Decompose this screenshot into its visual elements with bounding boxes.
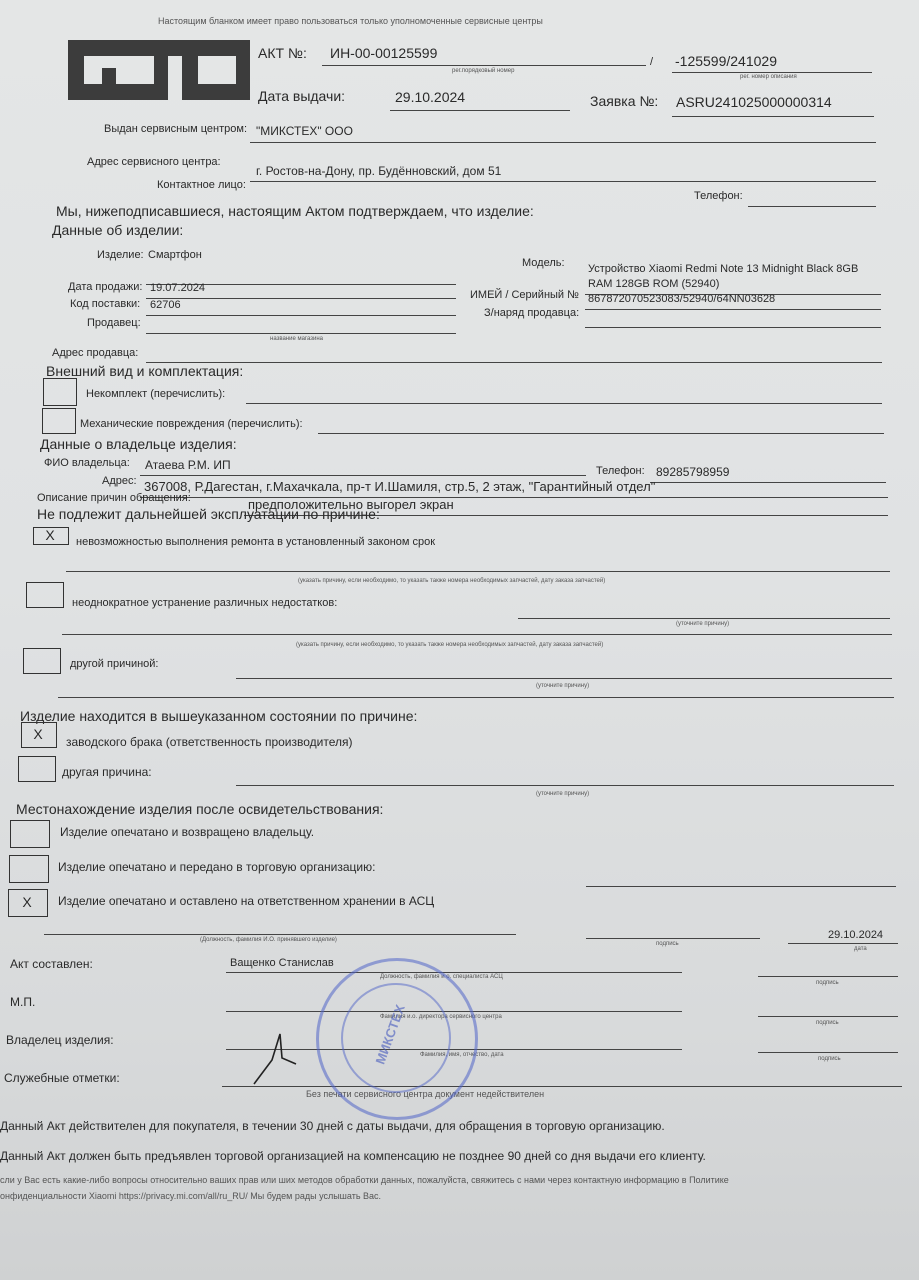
not-usable-option3-label: другой причиной: bbox=[70, 658, 159, 670]
seller-label: Продавец: bbox=[87, 317, 141, 329]
seal-note: Без печати сервисного центра документ недействителен bbox=[306, 1089, 545, 1099]
handwritten-signature bbox=[250, 1030, 310, 1090]
footer-privacy-line2: онфиденциальности Xiaomi https://privacy.mi.com/all/ru_RU/ Мы будем рады услышать Вас. bbox=[0, 1191, 382, 1201]
owner-phone: 89285798959 bbox=[656, 465, 730, 479]
director-sign-hint: подпись bbox=[816, 1020, 839, 1026]
not-usable-option2-label: неоднократное устранение различных недостатков: bbox=[72, 597, 338, 609]
mp-label: М.П. bbox=[10, 995, 36, 1009]
not-usable-option1-label: невозможностью выполнения ремонта в установленный законом срок bbox=[76, 536, 436, 548]
item-value: Смартфон bbox=[148, 249, 202, 261]
owner-name-label: ФИО владельца: bbox=[44, 457, 130, 469]
act-number: ИН-00-00125599 bbox=[330, 45, 438, 61]
sale-date: 19.07.2024 bbox=[150, 282, 206, 294]
not-usable-hint1: (указать причину, если необходимо, то указать также номера необходимых запчастей, дату заказа запчастей) bbox=[298, 578, 606, 584]
not-usable-hint3: (уточните причину) bbox=[536, 683, 590, 689]
incomplete-label: Некомплект (перечислить): bbox=[86, 388, 226, 400]
director-hint: Фамилия и.о. директора сервисного центра bbox=[380, 1014, 502, 1020]
issue-date: 29.10.2024 bbox=[395, 89, 466, 105]
state-option1-label: заводского брака (ответственность производителя) bbox=[66, 735, 353, 749]
receiver-hint: (Должность, фамилия И.О. принявшего изделие) bbox=[200, 937, 337, 943]
specialist-hint: Должность, фамилия и о. специалиста АСЦ bbox=[380, 974, 503, 980]
reason-value: предположительно выгорел экран bbox=[248, 497, 454, 512]
reg-number: -125599/241029 bbox=[675, 53, 777, 69]
sale-date-label: Дата продажи: bbox=[68, 281, 143, 293]
damage-label: Механические повреждения (перечислить): bbox=[80, 418, 303, 430]
model-label: Модель: bbox=[522, 257, 565, 269]
service-center-stamp bbox=[316, 958, 478, 1120]
request-number: ASRU241025000000314 bbox=[676, 94, 832, 110]
order-label: З/наряд продавца: bbox=[484, 307, 580, 319]
date-hint: дата bbox=[854, 946, 867, 952]
service-phone-label: Телефон: bbox=[694, 190, 743, 202]
appearance-section-title: Внешний вид и комплектация: bbox=[46, 363, 244, 379]
state-option2-checkbox[interactable] bbox=[18, 756, 56, 782]
issued-by: "МИКСТЕХ" ООО bbox=[256, 124, 353, 138]
imei-label: ИМЕЙ / Серийный № bbox=[470, 289, 579, 301]
model-line2: RAM 128GB ROM (52940) bbox=[588, 278, 720, 290]
contact-label: Контактное лицо: bbox=[157, 179, 246, 191]
owner-sign-hint: Фамилия, имя, отчество, дата bbox=[420, 1052, 504, 1058]
not-usable-hint2: (указать причину, если необходимо, то указать также номера необходимых запчастей, дату заказа запчастей) bbox=[296, 642, 604, 648]
owner-section-title: Данные о владельце изделия: bbox=[40, 436, 237, 452]
composed-sign-hint: подпись bbox=[816, 980, 839, 986]
composed-by: Ващенко Станислав bbox=[230, 957, 334, 969]
owner-name: Атаева Р.М. ИП bbox=[145, 458, 231, 472]
not-usable-hint-reason: (уточните причину) bbox=[676, 621, 730, 627]
owner-address: 367008, Р.Дагестан, г.Махачкала, пр-т И.Шамиля, стр.5, 2 этаж, "Гарантийный отдел" bbox=[144, 479, 656, 494]
location-option1-label: Изделие опечатано и возвращено владельцу. bbox=[60, 825, 315, 839]
issued-by-label: Выдан сервисным центром: bbox=[104, 123, 247, 135]
header-note: Настоящим бланком имеет право пользоваться только уполномоченные сервисные центры bbox=[158, 16, 543, 26]
intro-text: Мы, нижеподписавшиеся, настоящим Актом подтверждаем, что изделие: bbox=[56, 203, 534, 219]
location-section-title: Местонахождение изделия после освидетельствования: bbox=[16, 801, 384, 817]
location-option2-label: Изделие опечатано и передано в торговую организацию: bbox=[58, 860, 376, 874]
state-section-title: Изделие находится в вышеуказанном состоянии по причине: bbox=[20, 708, 418, 724]
composed-label: Акт составлен: bbox=[10, 957, 93, 971]
footer-validity: Данный Акт действителен для покупателя, в течении 30 дней с даты выдачи, для обращения в торговую организацию. bbox=[0, 1119, 665, 1133]
act-document: Настоящим бланком имеет право пользоваться только уполномоченные сервисные центры АКТ №: ИН-00-00125599 рег.порядковый номер / -125599/241029 рег. номер описания Дата выдачи: 29.10.2024 Заявка №: ASRU241025000000314 Выдан сервисным центром: "МИКСТЕХ" ООО Адрес сервисного центра: г. Ростов-на-Дону, пр. Будённовский, дом 51 Контактное лицо: Телефон: Мы, нижеподписавшиеся, настоящим Актом подтверждаем, что изделие: Данные об изделии: Изделие: Смартфон Модель: Устройство Xiaomi Redmi Note 13 Midnight Black 8GB RAM 128GB ROM (52940) Дата продажи: 19.07.2024 ИМЕЙ / Серийный № 867872070523083/52940/64NN03628 Код поставки: 62706 З/наряд продавца: Продавец: название магазина Адрес продавца: Внешний вид и комплектация: Некомплект (перечислить): Механические повреждения (перечислить): Данные о владельце изделия: ФИО владельца: Атаева Р.М. ИП Телефон: 89285798959 Адрес: 367008, Р.Дагестан, г.Махачкала, пр-т И.Шамиля, стр.5, 2 этаж, "Гарантийный отдел" Описание причин обращения: предположительно выгорел экран Не подлежит дальнейшей эксплуатации по причине: X невозможностью выполнения ремонта в установленный законом срок (указать причину, если необходимо, то указать также номера необходимых запчастей, дату заказа запчастей) неоднократное устранение различных недостатков: (уточните причину) (указать причину, если необходимо, то указать также номера необходимых запчастей, дату заказа запчастей) другой причиной: (уточните причину) Изделие находится в вышеуказанном состоянии по причине: X заводского брака (ответственность производителя) другая причина: (уточните причину) Местонахождение изделия после освидетельствования: Изделие опечатано и возвращено владельцу. Изделие опечатано и передано в торговую организацию: X Изделие опечатано и оставлено на ответственном хранении в АСЦ (Должность, фамилия И.О. принявшего изделие) подпись 29.10.2024 дата Акт составлен: Ващенко Станислав Должность, фамилия и о. специалиста АСЦ подпись М.П. Фамилия и.о. директора сервисного центра подпись Владелец изделия: Фамилия, имя, отчество, дата подпись Служебные отметки: Без печати сервисного центра документ недействителен МИКСТЕХ Данный Акт действителен для покупателя, в течении 30 дней с даты выдачи, для обращения в торговую организацию. Данный Акт должен быть предъявлен торговой организацией на компенсацию не позднее 90 дней со дня выдачи его клиенту. сли у Вас есть какие-либо вопросы относительно ваших прав или ших методов обработки данных, пожалуйста, свяжитесь с нами через контактную информацию в Политике онфиденциальности Xiaomi https://privacy.mi.com/all/ru_RU/ Мы будем рады услышать Вас. bbox=[0, 0, 919, 1280]
damage-checkbox[interactable] bbox=[42, 408, 76, 434]
location-option3-mark: X bbox=[22, 894, 32, 910]
issue-date-label: Дата выдачи: bbox=[258, 88, 346, 104]
request-label: Заявка №: bbox=[590, 93, 659, 109]
supply-code-label: Код поставки: bbox=[70, 298, 141, 310]
owner-signature-hint: подпись bbox=[818, 1056, 841, 1062]
service-marks-label: Служебные отметки: bbox=[4, 1071, 120, 1085]
owner-sign-label: Владелец изделия: bbox=[6, 1033, 114, 1047]
sign-date: 29.10.2024 bbox=[828, 929, 884, 941]
location-option2-checkbox[interactable] bbox=[9, 855, 49, 883]
location-option1-checkbox[interactable] bbox=[10, 820, 50, 848]
imei-value: 867872070523083/52940/64NN03628 bbox=[588, 293, 776, 305]
footer-compensation: Данный Акт должен быть предъявлен торговой организацией на компенсацию не позднее 90 дней со дня выдачи его клиенту. bbox=[0, 1149, 706, 1163]
state-hint: (уточните причину) bbox=[536, 791, 590, 797]
reg-hint-left: рег.порядковый номер bbox=[452, 68, 515, 74]
not-usable-option1-mark: X bbox=[45, 527, 55, 543]
product-section-title: Данные об изделии: bbox=[52, 222, 184, 238]
state-option1-mark: X bbox=[33, 726, 43, 742]
receiver-sign-hint: подпись bbox=[656, 941, 679, 947]
item-label: Изделие: bbox=[97, 249, 144, 261]
stamp-text: МИКСТЕХ bbox=[372, 1002, 408, 1067]
owner-phone-label: Телефон: bbox=[596, 465, 645, 477]
store-hint: название магазина bbox=[270, 336, 324, 342]
incomplete-checkbox[interactable] bbox=[43, 378, 77, 406]
not-usable-option3-checkbox[interactable] bbox=[23, 648, 61, 674]
reg-hint: рег. номер описания bbox=[740, 74, 797, 80]
act-number-label: АКТ №: bbox=[258, 45, 307, 61]
not-usable-section-title: Не подлежит дальнейшей эксплуатации по причине: bbox=[37, 506, 380, 522]
not-usable-option2-checkbox[interactable] bbox=[26, 582, 64, 608]
supply-code: 62706 bbox=[150, 299, 181, 311]
reason-label: Описание причин обращения: bbox=[37, 492, 191, 504]
owner-address-label: Адрес: bbox=[102, 475, 137, 487]
seller-address-label: Адрес продавца: bbox=[52, 347, 139, 359]
footer-privacy-line1: сли у Вас есть какие-либо вопросы относительно ваших прав или ших методов обработки данных, пожалуйста, свяжитесь с нами через контактную информацию в Политике bbox=[0, 1175, 729, 1185]
mi-logo bbox=[68, 40, 250, 100]
location-option3-label: Изделие опечатано и оставлено на ответственном хранении в АСЦ bbox=[58, 894, 435, 908]
service-address-label: Адрес сервисного центра: bbox=[87, 156, 221, 168]
model-line1: Устройство Xiaomi Redmi Note 13 Midnight Black 8GB bbox=[588, 263, 859, 275]
service-address: г. Ростов-на-Дону, пр. Будённовский, дом 51 bbox=[256, 164, 502, 178]
state-option2-label: другая причина: bbox=[62, 765, 152, 779]
